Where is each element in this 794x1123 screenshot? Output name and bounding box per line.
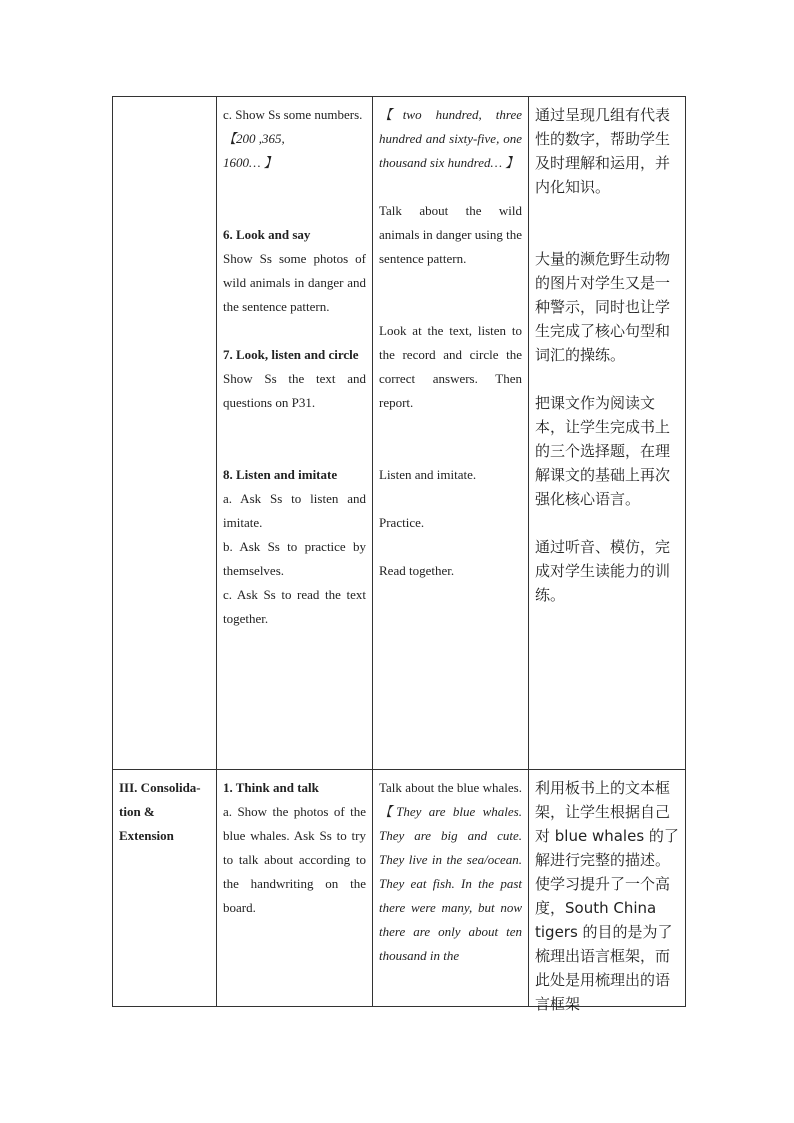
table-row (113, 97, 686, 770)
listen-imitate: Listen and imitate. (379, 467, 477, 482)
stage-cell (113, 770, 217, 1007)
purpose-2: 大量的濒危野生动物的图片对学生又是一种警示，同时也让学生完成了核心句型和词汇的操练。 (535, 250, 671, 364)
talk-wild-animals: Talk about the wild animals in danger using the sentence pattern. (379, 203, 522, 266)
show-numbers-text: c. Show Ss some numbers. (223, 107, 363, 122)
step1-text: a. Show the photos of the blue whales. Ask Ss to try to talk about according to the handwriting on the board. (223, 804, 366, 915)
step8-a: a. Ask Ss to listen and imitate. (223, 491, 366, 530)
step8-title: 8. Listen and imitate (223, 467, 338, 482)
numbers-in-words: 【two hundred, three hundred and sixty-five, one thousand six hundred… 】 (379, 107, 522, 170)
purpose-1: 通过呈现几组有代表性的数字，帮助学生及时理解和运用，并内化知识。 (535, 106, 671, 196)
step1-title: 1. Think and talk (223, 780, 319, 795)
purpose-1: 利用板书上的文本框架，让学生根据自己对 blue whales 的了解进行完整的描述。使学习提升了一个高度，South China tigers 的目的是为了梳理出语言框架，而此处是用梳理出的语言框架 (535, 779, 679, 1013)
numbers-list: 【200 ,365, 1600… 】 (223, 131, 285, 170)
step6-text: Show Ss some photos of wild animals in danger and the sentence pattern. (223, 251, 366, 314)
purpose-cell (529, 770, 686, 1013)
teacher-activity-cell (217, 97, 373, 770)
practice: Practice. (379, 515, 425, 530)
look-listen-circle: Look at the text, listen to the record and circle the correct answers. Then report. (379, 323, 522, 410)
purpose-3: 把课文作为阅读文本，让学生完成书上的三个选择题，在理解课文的基础上再次强化核心语言。 (535, 394, 671, 508)
step6-title: 6. Look and say (223, 227, 311, 242)
read-together: Read together. (379, 563, 455, 578)
lesson-plan-table (112, 96, 686, 1013)
student-activity-cell (373, 770, 529, 1007)
table-row (113, 770, 686, 1007)
talk-blue-whales: Talk about the blue whales. (379, 780, 522, 795)
stage-cell (113, 97, 217, 770)
step8-c: c. Ask Ss to read the text together. (223, 587, 366, 626)
purpose-cell (529, 97, 686, 770)
purpose-4: 通过听音、模仿，完成对学生读能力的训练。 (535, 538, 671, 604)
blue-whales-description: 【They are blue whales. They are big and cute. They live in the sea/ocean. They eat fish. In the past there were many, but now there are only about ten thousand in the (379, 804, 522, 963)
teacher-activity-cell (217, 770, 373, 1007)
stage-label: III. Consolida-tion & Extension (119, 780, 201, 843)
step7-title: 7. Look, listen and circle (223, 347, 359, 362)
student-activity-cell (373, 97, 529, 770)
step7-text: Show Ss the text and questions on P31. (223, 371, 366, 410)
step8-b: b. Ask Ss to practice by themselves. (223, 539, 366, 578)
